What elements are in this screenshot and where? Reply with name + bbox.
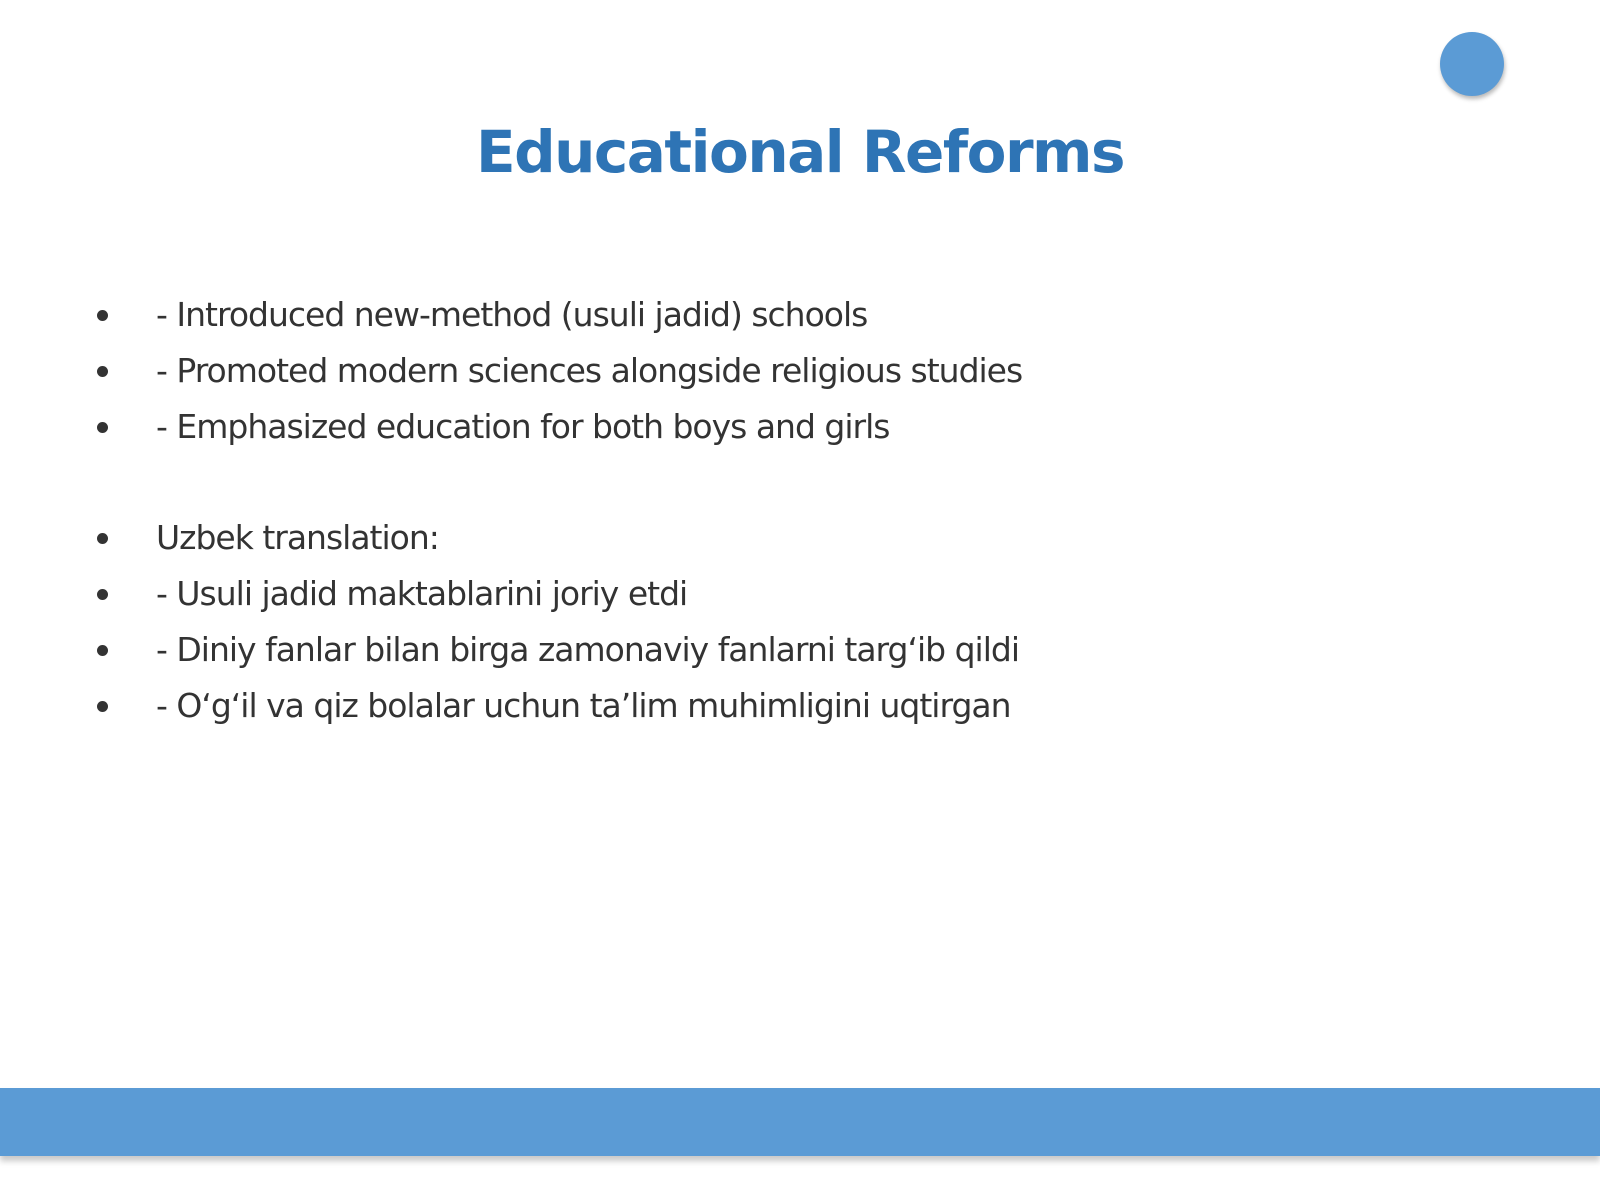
bullet-dot-icon [97, 366, 108, 377]
bullet-dot-icon [97, 310, 108, 321]
bullet-text: - Promoted modern sciences alongside religious studies [156, 351, 1023, 390]
bullet-text: - Introduced new-method (usuli jadid) schools [156, 295, 868, 334]
bullet-dot-icon [97, 589, 108, 600]
corner-circle-decoration [1440, 32, 1504, 96]
bullet-text: - O‘g‘il va qiz bolalar uchun ta’lim muhimligini uqtirgan [156, 686, 1011, 725]
bullet-dot-icon [97, 533, 108, 544]
bullet-item [0, 510, 1400, 566]
footer-accent-bar [0, 1088, 1600, 1156]
bullet-item [0, 399, 1400, 455]
bullet-text: - Usuli jadid maktablarini joriy etdi [156, 574, 688, 613]
bullet-text: Uzbek translation: [156, 518, 439, 557]
bullet-item [0, 287, 1400, 343]
bullet-dot-icon [97, 701, 108, 712]
bullet-item [0, 566, 1400, 622]
bullet-item [0, 678, 1400, 734]
bullet-text: - Diniy fanlar bilan birga zamonaviy fanlarni targ‘ib qildi [156, 630, 1019, 669]
bullet-text: - Emphasized education for both boys and girls [156, 407, 890, 446]
bullet-dot-icon [97, 422, 108, 433]
bullet-item [0, 622, 1400, 678]
slide-title: Educational Reforms [475, 118, 1125, 186]
bullet-dot-icon [97, 645, 108, 656]
bullet-item [0, 343, 1400, 399]
